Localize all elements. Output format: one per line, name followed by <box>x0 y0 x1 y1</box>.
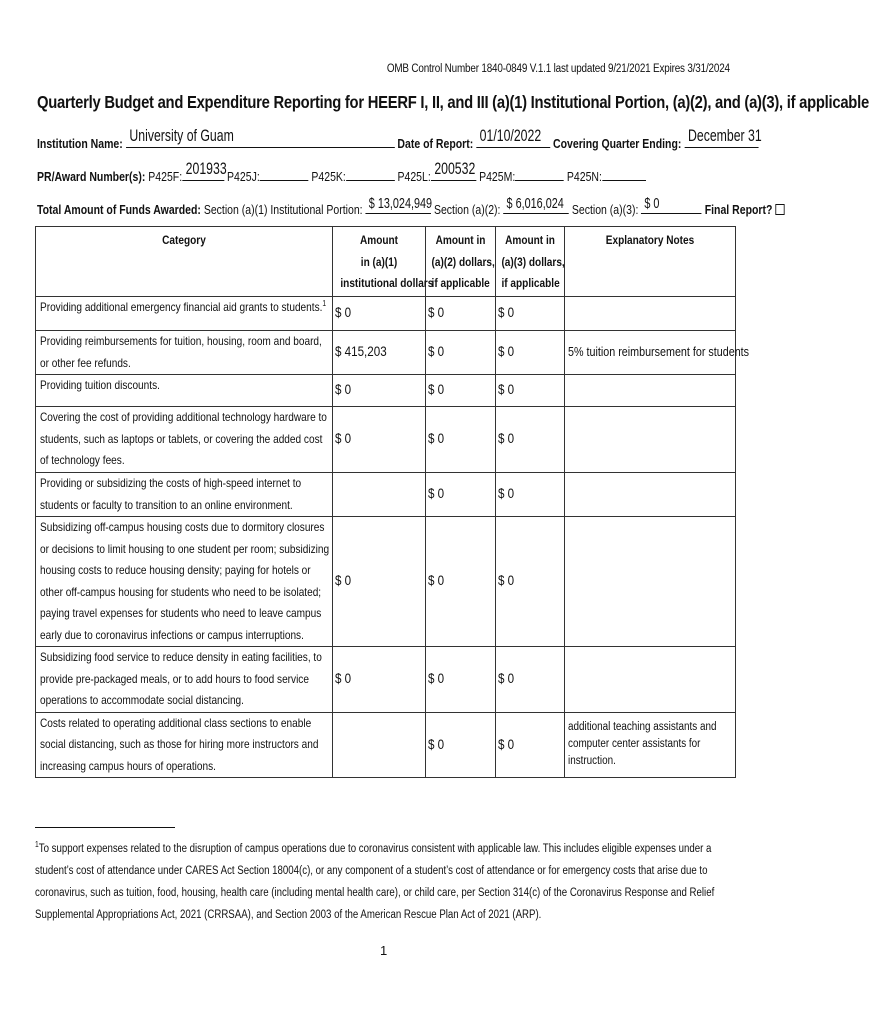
table-row <box>36 297 736 331</box>
footnote-ref: 1 <box>322 299 327 308</box>
notes-cell[interactable] <box>565 647 736 713</box>
a2-amount-cell[interactable]: $ 0 <box>426 407 496 473</box>
notes-cell[interactable]: additional teaching assistants and computer center assistants for instruction. <box>565 712 736 778</box>
category-cell: Covering the cost of providing additional technology hardware to students, such as laptops or tablets, or covering the added cost of technology fees. <box>36 407 333 473</box>
p425j-label: P425J: <box>227 170 260 184</box>
notes-header: Explanatory Notes <box>565 227 736 297</box>
award-numbers-line <box>37 159 646 184</box>
p425k-field[interactable] <box>346 166 395 181</box>
p425j-field[interactable] <box>260 166 309 181</box>
table-row <box>36 647 736 713</box>
expenditure-table <box>35 226 750 778</box>
institution-value: University of Guam <box>129 126 234 145</box>
notes-cell[interactable] <box>565 473 736 517</box>
total-label: Total Amount of Funds Awarded: <box>37 203 201 217</box>
quarter-value: December 31 <box>687 126 762 145</box>
pr-label: PR/Award Number(s): <box>37 170 146 184</box>
a3-amount-header: Amount in (a)(3) dollars, if applicable <box>496 227 565 297</box>
a2-amount-cell[interactable]: $ 0 <box>426 712 496 778</box>
a1-amount-cell[interactable]: $ 415,203 <box>333 331 426 375</box>
table-header-row <box>36 227 736 297</box>
category-cell: Subsidizing off-campus housing costs due to dormitory closures or decisions to limit housing to one student per room; subsidizing housing costs to reduce housing density; paying for hotels or other off-campus housing for students who need to be isolated; paying travel expenses for students who need to leave campus early due to coronavirus infections or campus interruptions. <box>36 517 333 647</box>
a2-amount-header: Amount in (a)(2) dollars, if applicable <box>426 227 496 297</box>
form-title: Quarterly Budget and Expenditure Reporting for HEERF I, II, and III (a)(1) Institutional Portion, (a)(2), and (a)(3), if applicable <box>37 92 869 112</box>
p425m-label: P425M: <box>479 170 516 184</box>
p425l-value: 200532 <box>434 159 476 178</box>
p425f-label: P425F: <box>148 170 183 184</box>
notes-cell[interactable]: 5% tuition reimbursement for students <box>565 331 736 375</box>
a3-field[interactable] <box>641 195 701 214</box>
institution-field[interactable] <box>126 126 395 148</box>
a2-field[interactable] <box>503 195 569 214</box>
p425m-field[interactable] <box>515 166 564 181</box>
a1-amount-cell[interactable] <box>333 712 426 778</box>
table-row <box>36 375 736 407</box>
final-report-label: Final Report? <box>704 203 773 217</box>
quarter-label: Covering Quarter Ending: <box>553 137 682 151</box>
a1-amount-cell[interactable]: $ 0 <box>333 297 426 331</box>
a1-amount-header: Amount in (a)(1) institutional dollars <box>333 227 426 297</box>
category-cell: Costs related to operating additional class sections to enable social distancing, such as those for hiring more instructors and increasing campus hours of operations. <box>36 712 333 778</box>
omb-control-line: OMB Control Number 1840-0849 V.1.1 last updated 9/21/2021 Expires 3/31/2024 <box>386 63 730 75</box>
p425l-label: P425L: <box>397 170 431 184</box>
table-row <box>36 331 736 375</box>
a3-amount-cell[interactable]: $ 0 <box>496 407 565 473</box>
category-cell: Subsidizing food service to reduce density in eating facilities, to provide pre-packaged meals, or to add hours to food service operations to accommodate social distancing. <box>36 647 333 713</box>
a2-amount-cell[interactable]: $ 0 <box>426 473 496 517</box>
notes-cell[interactable] <box>565 297 736 331</box>
category-cell: Providing reimbursements for tuition, housing, room and board, or other fee refunds. <box>36 331 333 375</box>
p425k-label: P425K: <box>311 170 346 184</box>
a2-amount-cell[interactable]: $ 0 <box>426 517 496 647</box>
table-row <box>36 712 736 778</box>
a3-amount-cell[interactable]: $ 0 <box>496 647 565 713</box>
notes-cell[interactable] <box>565 517 736 647</box>
table-row <box>36 407 736 473</box>
a2-amount-cell[interactable]: $ 0 <box>426 297 496 331</box>
table-row <box>36 473 736 517</box>
footnote-marker: 1 <box>35 840 39 850</box>
a1-label: Section (a)(1) Institutional Portion: <box>203 203 363 217</box>
quarter-field[interactable] <box>684 126 762 148</box>
a1-field[interactable] <box>366 195 433 214</box>
a3-amount-cell[interactable]: $ 0 <box>496 331 565 375</box>
p425f-field[interactable] <box>182 159 227 181</box>
total-funds-line <box>37 195 785 217</box>
footnote <box>35 838 732 926</box>
a2-amount-cell[interactable]: $ 0 <box>426 331 496 375</box>
a1-amount-cell[interactable] <box>333 473 426 517</box>
category-cell: Providing additional emergency financial aid grants to students.$^1$ <box>36 297 333 331</box>
a2-amount-cell[interactable]: $ 0 <box>426 647 496 713</box>
page-number: 1 <box>380 943 388 958</box>
p425n-field[interactable] <box>602 166 646 181</box>
date-value: 01/10/2022 <box>479 126 542 145</box>
p425l-field[interactable] <box>431 159 476 181</box>
a1-value: $ 13,024,949 <box>368 195 433 212</box>
table-row <box>36 517 736 647</box>
category-cell: Providing or subsidizing the costs of high-speed internet to students or faculty to transition to an online environment. <box>36 473 333 517</box>
notes-cell[interactable] <box>565 407 736 473</box>
a1-amount-cell[interactable]: $ 0 <box>333 375 426 407</box>
p425n-label: P425N: <box>566 170 602 184</box>
date-label: Date of Report: <box>397 137 474 151</box>
a2-label: Section (a)(2): <box>433 203 501 217</box>
a3-amount-cell[interactable]: $ 0 <box>496 297 565 331</box>
date-field[interactable] <box>476 126 550 148</box>
category-header: Category <box>36 227 333 297</box>
institution-label: Institution Name: <box>37 137 123 151</box>
a3-amount-cell[interactable]: $ 0 <box>496 517 565 647</box>
a1-amount-cell[interactable]: $ 0 <box>333 647 426 713</box>
a3-amount-cell[interactable]: $ 0 <box>496 375 565 407</box>
a2-value: $ 6,016,024 <box>506 195 565 212</box>
notes-cell[interactable] <box>565 375 736 407</box>
a3-label: Section (a)(3): <box>571 203 639 217</box>
a2-amount-cell[interactable]: $ 0 <box>426 375 496 407</box>
footnote-divider <box>35 827 175 828</box>
p425f-value: 201933 <box>185 159 227 178</box>
a3-value: $ 0 <box>644 195 660 212</box>
institution-line <box>37 126 762 151</box>
a3-amount-cell[interactable]: $ 0 <box>496 473 565 517</box>
final-report-checkbox[interactable] <box>776 204 785 215</box>
category-cell: Providing tuition discounts. <box>36 375 333 407</box>
a3-amount-cell[interactable]: $ 0 <box>496 712 565 778</box>
a1-amount-cell[interactable]: $ 0 <box>333 407 426 473</box>
footnote-text: To support expenses related to the disruption of campus operations due to coronavirus consistent with applicable law. This includes eligible expenses under a student’s cost of attendance under CARES Act Section 18004(c), or any component of a student’s cost of attendance or for emergency costs that arise due to coronavirus, such as tuition, food, housing, health care (including mental health care), or child care, per Section 314(c) of the Coronavirus Response and Relief Supplemental Appropriations Act, 2021 (CRRSAA), and Section 2003 of the American Rescue Plan Act of 2021 (ARP). <box>35 843 715 921</box>
a1-amount-cell[interactable]: $ 0 <box>333 517 426 647</box>
